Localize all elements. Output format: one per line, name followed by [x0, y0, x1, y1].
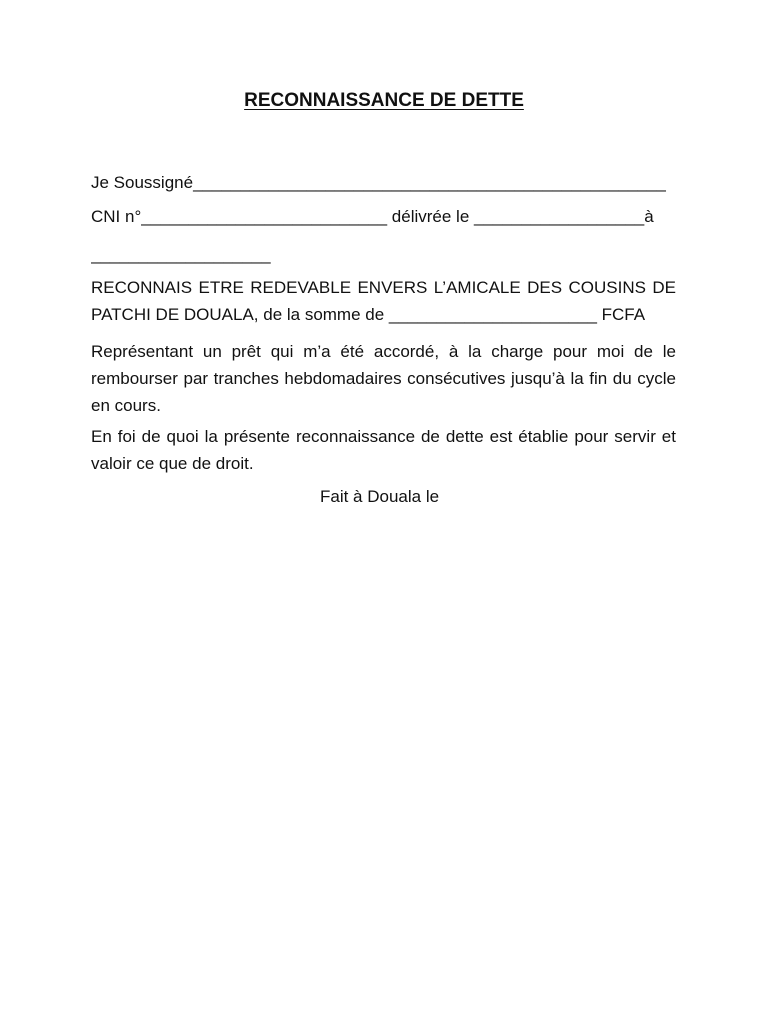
document-title: [0, 89, 768, 113]
soussigne-line: Je Soussigné__________________________________________________: [91, 173, 666, 192]
cni-line: CNI n°__________________________ délivrée le __________________à: [91, 207, 654, 226]
reconnais-paragraph-line2: PATCHI DE DOUALA, de la somme de ______________________ FCFA: [91, 305, 646, 324]
representant-paragraph: Représentant un prêt qui m’a été accordé, à la charge pour moi de le rembourser par tranches hebdomadaires consécutives jusqu’à la fin du cycle en cours.: [91, 342, 676, 415]
blank-line: ___________________: [91, 245, 271, 264]
reconnais-paragraph-line1: RECONNAIS ETRE REDEVABLE ENVERS L’AMICALE DES COUSINS DE: [91, 278, 676, 297]
en-foi-paragraph: En foi de quoi la présente reconnaissance de dette est établie pour servir et valoir ce que de droit.: [91, 427, 676, 473]
document-title-text: RECONNAISSANCE DE DETTE: [244, 90, 524, 111]
fait-a-douala-line: Fait à Douala le: [320, 487, 440, 506]
